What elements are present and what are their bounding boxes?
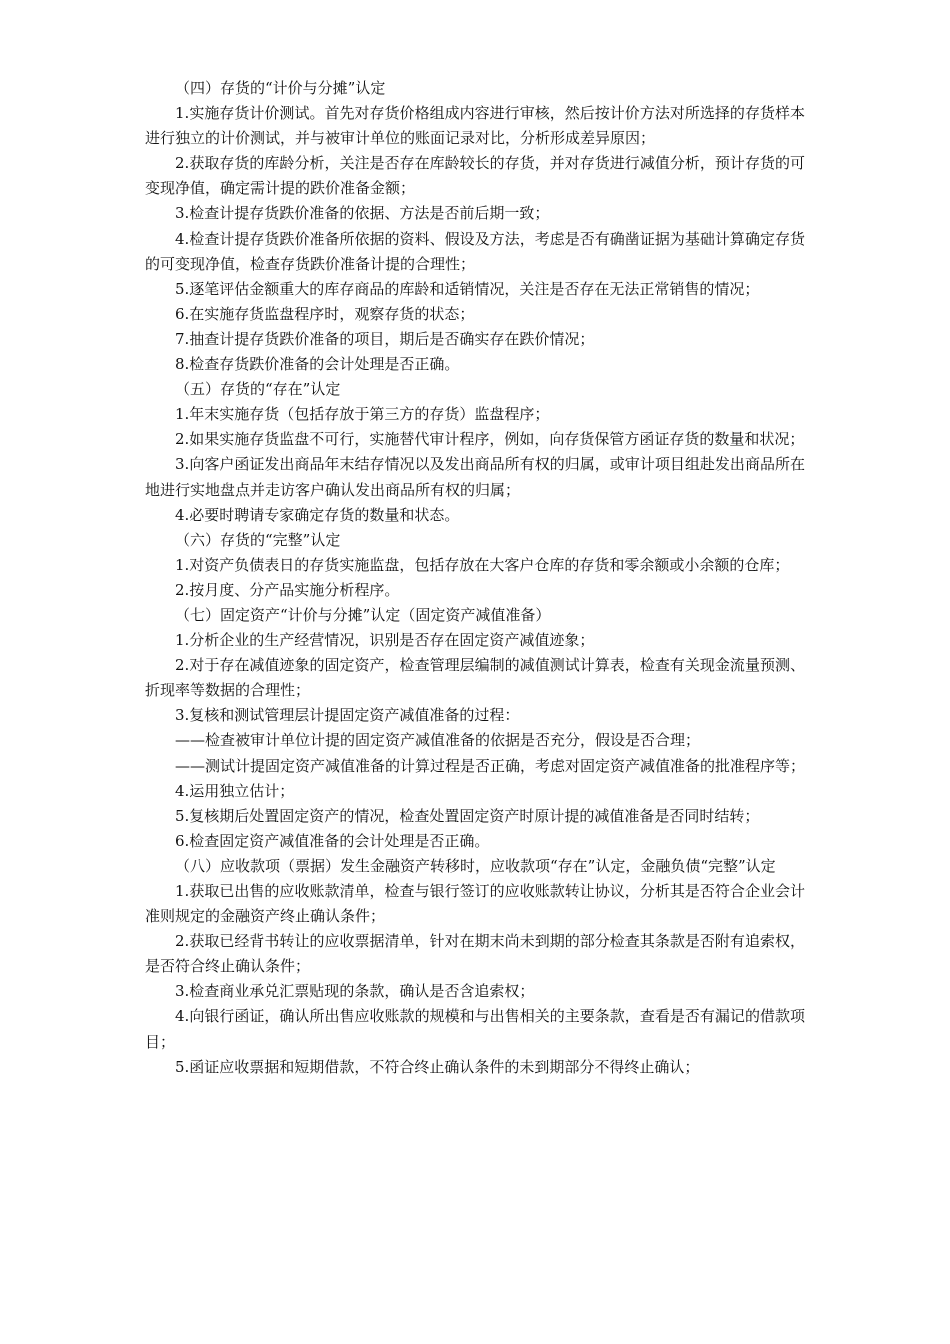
paragraph: 4.向银行函证，确认所出售应收账款的规模和与出售相关的主要条款，查看是否有漏记的借款项目； [145, 1007, 805, 1051]
paragraph: 4.检查计提存货跌价准备所依据的资料、假设及方法，考虑是否有确凿证据为基础计算确定存货的可变现净值，检查存货跌价准备计提的合理性； [145, 229, 805, 273]
paragraph: 8.检查存货跌价准备的会计处理是否正确。 [175, 355, 460, 374]
section-heading: （八）应收款项（票据）发生金融资产转移时，应收款项“存在”认定，金融负债“完整”认定 [175, 856, 776, 875]
paragraph: 3.检查商业承兑汇票贴现的条款，确认是否含追索权； [175, 982, 535, 1001]
paragraph: 4.必要时聘请专家确定存货的数量和状态。 [175, 505, 460, 524]
section-heading: （五）存货的“存在”认定 [175, 380, 341, 399]
paragraph: 2.如果实施存货监盘不可行，实施替代审计程序，例如，向存货保管方函证存货的数量和状况； [175, 430, 805, 449]
paragraph: 2.获取已经背书转让的应收票据清单，针对在期末尚未到期的部分检查其条款是否附有追索权，是否符合终止确认条件； [145, 932, 805, 976]
paragraph: 3.检查计提存货跌价准备的依据、方法是否前后期一致； [175, 204, 550, 223]
paragraph: 2.按月度、分产品实施分析程序。 [175, 580, 400, 599]
paragraph: 5.逐笔评估金额重大的库存商品的库龄和适销情况，关注是否存在无法正常销售的情况； [175, 279, 760, 298]
paragraph: 1.分析企业的生产经营情况，识别是否存在固定资产减值迹象； [175, 631, 595, 650]
paragraph: 5.函证应收票据和短期借款，不符合终止确认条件的未到期部分不得终止确认； [175, 1057, 700, 1076]
paragraph: 1.对资产负债表日的存货实施监盘，包括存放在大客户仓库的存货和零余额或小余额的仓库； [175, 555, 790, 574]
paragraph: 2.获取存货的库龄分析，关注是否存在库龄较长的存货，并对存货进行减值分析，预计存货的可变现净值，确定需计提的跌价准备金额； [145, 154, 805, 198]
paragraph: 5.复核期后处置固定资产的情况，检查处置固定资产时原计提的减值准备是否同时结转； [175, 806, 760, 825]
paragraph: 3.复核和测试管理层计提固定资产减值准备的过程： [175, 706, 520, 725]
paragraph: 3.向客户函证发出商品年末结存情况以及发出商品所有权的归属，或审计项目组赴发出商品所在地进行实地盘点并走访客户确认发出商品所有权的归属； [145, 455, 805, 499]
document-body [145, 76, 805, 1080]
paragraph: 1.获取已出售的应收账款清单，检查与银行签订的应收账款转让协议，分析其是否符合企业会计准则规定的金融资产终止确认条件； [145, 882, 805, 926]
paragraph: ——测试计提固定资产减值准备的计算过程是否正确，考虑对固定资产减值准备的批准程序等； [175, 756, 806, 775]
paragraph: 4.运用独立估计； [175, 781, 295, 800]
paragraph: 1.年末实施存货（包括存放于第三方的存货）监盘程序； [175, 405, 550, 424]
paragraph: 6.检查固定资产减值准备的会计处理是否正确。 [175, 831, 490, 850]
paragraph: 2.对于存在减值迹象的固定资产，检查管理层编制的减值测试计算表，检查有关现金流量预测、折现率等数据的合理性； [145, 656, 805, 700]
section-heading: （四）存货的“计价与分摊”认定 [175, 79, 386, 97]
section-heading: （七）固定资产“计价与分摊”认定（固定资产减值准备） [175, 605, 551, 624]
paragraph: ——检查被审计单位计提的固定资产减值准备的依据是否充分，假设是否合理； [175, 731, 701, 750]
section-heading: （六）存货的“完整”认定 [175, 530, 341, 549]
paragraph: 1.实施存货计价测试。首先对存货价格组成内容进行审核，然后按计价方法对所选择的存货样本进行独立的计价测试，并与被审计单位的账面记录对比，分析形成差异原因； [145, 104, 805, 148]
paragraph: 7.抽查计提存货跌价准备的项目，期后是否确实存在跌价情况； [175, 329, 595, 348]
paragraph: 6.在实施存货监盘程序时，观察存货的状态； [175, 304, 475, 323]
